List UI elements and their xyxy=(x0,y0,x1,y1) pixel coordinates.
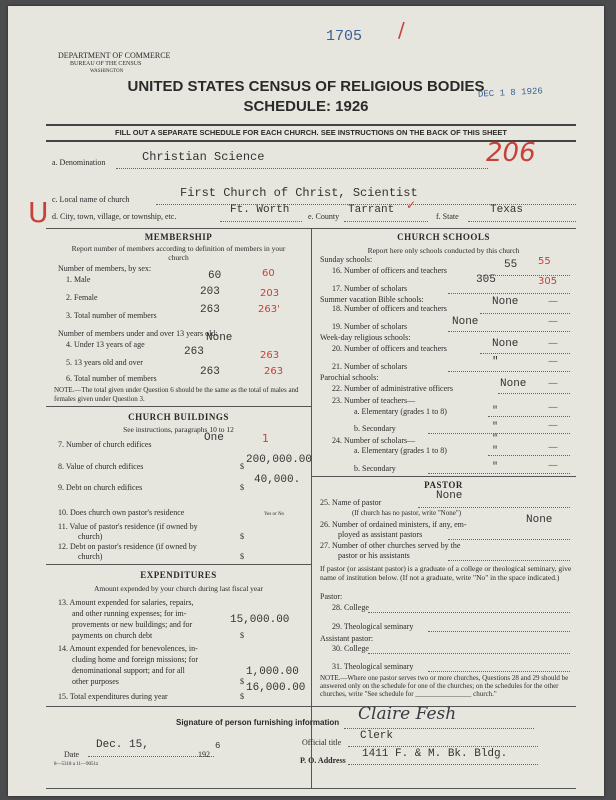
q15-label: 15. Total expenditures during year xyxy=(58,692,168,701)
local-name-value: First Church of Christ, Scientist xyxy=(180,186,418,200)
q16-hand: 55 xyxy=(538,256,551,267)
check-mark: ✓ xyxy=(406,198,417,212)
ditto-mark: " xyxy=(492,446,499,457)
dotted-line xyxy=(428,631,570,632)
sunday-label: Sunday schools: xyxy=(320,255,373,264)
q8-label: 8. Value of church edifices xyxy=(58,462,144,471)
q11-dollar: $ xyxy=(240,532,244,541)
dotted-line xyxy=(498,393,570,394)
male-hand: 60 xyxy=(262,268,275,279)
q11-label: 11. Value of pastor's residence (if owned by xyxy=(58,522,198,531)
date-label: Date xyxy=(64,750,80,759)
schools-subtitle: Report here only schools conducted by this church xyxy=(367,246,520,255)
dotted-line xyxy=(368,653,570,654)
hand-dash: — xyxy=(548,420,558,431)
dotted-line xyxy=(418,507,570,508)
college-note: If pastor (or assistant pastor) is a graduate of a college or theological seminary, give name of institution below. (If not a graduate, write "No" in the space indicated.) xyxy=(320,564,572,582)
q12-label-2: church) xyxy=(78,552,103,561)
column-divider xyxy=(311,228,312,788)
yes-no-note: Yes or No xyxy=(264,512,285,517)
ditto-mark: " xyxy=(492,422,499,433)
instructions: FILL OUT A SEPARATE SCHEDULE FOR EACH CHURCH. SEE INSTRUCTIONS ON THE BACK OF THIS SHEET xyxy=(115,128,507,137)
q30-label: 30. College xyxy=(332,644,369,653)
q15-dollar: $ xyxy=(240,692,244,701)
q25-note: (If church has no pastor, write "None") xyxy=(352,509,462,517)
male-label: 1. Male xyxy=(66,275,91,284)
county-value: Tarrant xyxy=(348,204,395,216)
q28-label: 28. College xyxy=(332,603,369,612)
year-prefix: 192 xyxy=(198,750,210,759)
q14-line-3: denominational support; and for all xyxy=(72,666,185,675)
dotted-line xyxy=(348,746,538,747)
q14-line-1: 14. Amount expended for benevolences, in- xyxy=(58,644,198,653)
denomination-label: a. Denomination xyxy=(52,158,106,167)
q25-label: 25. Name of pastor xyxy=(320,498,382,507)
total-age-value: 263 xyxy=(200,366,220,378)
by-age-label: Number of members under and over 13 years old: xyxy=(58,329,218,338)
q13-value: 15,000.00 xyxy=(230,614,290,626)
dotted-line xyxy=(428,473,570,474)
q9-label: 9. Debt on church edifices xyxy=(58,483,143,492)
ditto-mark: " xyxy=(492,462,499,473)
q23a-label: a. Elementary (grades 1 to 8) xyxy=(354,407,447,416)
dotted-line xyxy=(488,455,570,456)
hand-dash: — xyxy=(548,356,558,367)
dotted-line xyxy=(448,371,570,372)
hand-mark-u: U xyxy=(28,196,49,229)
q22-value: None xyxy=(500,378,527,390)
form-subtitle: SCHEDULE: 1926 xyxy=(243,98,369,115)
signature-label: Signature of person furnishing information xyxy=(176,718,340,727)
dotted-line xyxy=(480,275,570,276)
by-sex-label: Number of members, by sex: xyxy=(58,264,152,273)
official-title-value: Clerk xyxy=(360,730,394,742)
year-digit: 6 xyxy=(215,741,221,751)
q26-label-2: ployed as assistant pastors xyxy=(338,530,423,539)
q14-line-2: cluding home and foreign missions; for xyxy=(72,655,198,664)
date-value: Dec. 15, xyxy=(96,739,149,751)
q26-value: None xyxy=(526,514,553,526)
dotted-line xyxy=(88,756,214,757)
dotted-line xyxy=(448,293,570,294)
rule xyxy=(46,406,311,407)
female-label: 2. Female xyxy=(66,293,98,302)
buildings-subtitle: See instructions, paragraphs 10 to 12 xyxy=(123,425,234,434)
q16-value: 55 xyxy=(504,259,518,271)
q21-value: " xyxy=(492,356,499,368)
q14-line-4: other purposes xyxy=(72,677,119,686)
dotted-line xyxy=(488,416,570,417)
county-label: e. County xyxy=(308,212,340,221)
q13-line-3: provements or new buildings; and for xyxy=(72,620,193,629)
expenditures-title: EXPENDITURES xyxy=(140,570,217,580)
total-label: 3. Total number of members xyxy=(66,311,157,320)
dotted-line xyxy=(116,168,488,169)
q13-line-2: and other running expenses; for im- xyxy=(72,609,187,618)
total-age-label: 6. Total number of members xyxy=(66,374,157,383)
dotted-line xyxy=(220,221,302,222)
hand-dash: — xyxy=(548,296,558,307)
dotted-line xyxy=(428,671,570,672)
official-title-label: Official title xyxy=(302,738,342,747)
over13-hand: 263 xyxy=(260,350,280,361)
dotted-line xyxy=(468,221,576,222)
form-title: UNITED STATES CENSUS OF RELIGIOUS BODIES xyxy=(127,78,485,95)
q7-label: 7. Number of church edifices xyxy=(58,440,152,449)
dept-name: DEPARTMENT OF COMMERCE xyxy=(58,51,171,60)
q17-value: 305 xyxy=(476,274,496,286)
dotted-line xyxy=(344,221,428,222)
hand-dash: — xyxy=(548,442,558,453)
city-name: WASHINGTON xyxy=(90,69,124,74)
city-value: Ft. Worth xyxy=(230,204,290,216)
q24-label: 24. Number of scholars— xyxy=(332,436,416,445)
membership-intro: Report number of members according to definition of members in your church xyxy=(71,244,286,262)
city-label: d. City, town, village, or township, etc. xyxy=(52,212,177,221)
q20-value: None xyxy=(492,338,519,350)
q15-value: 16,000.00 xyxy=(246,682,306,694)
q19-value: None xyxy=(452,316,479,328)
under13-value: None xyxy=(206,332,233,344)
q7-hand: 1 xyxy=(262,432,269,445)
membership-title: MEMBERSHIP xyxy=(144,232,213,242)
membership-note: NOTE.—The total given under Question 6 should be the same as the total of males and females given under Question 3. xyxy=(54,386,299,403)
total-hand: 263' xyxy=(258,304,280,315)
rule xyxy=(46,564,311,565)
dotted-line xyxy=(368,612,570,613)
q18-value: None xyxy=(492,296,519,308)
q10-label: 10. Does church own pastor's residence xyxy=(58,508,185,517)
q25-value: None xyxy=(436,490,463,502)
summer-label: Summer vacation Bible schools: xyxy=(320,295,424,304)
po-address-value: 1411 F. & M. Bk. Bldg. xyxy=(362,748,508,760)
female-hand: 203 xyxy=(260,288,280,299)
dotted-line xyxy=(448,331,570,332)
po-address-label: P. O. Address xyxy=(300,756,346,765)
q13-line-1: 13. Amount expended for salaries, repairs, xyxy=(58,598,194,607)
q7-value: One xyxy=(204,432,224,444)
q31-label: 31. Theological seminary xyxy=(332,662,414,671)
q20-label: 20. Number of officers and teachers xyxy=(332,344,447,353)
rule xyxy=(46,788,576,789)
asst-pastor-sublabel: Assistant pastor: xyxy=(320,634,374,643)
male-value: 60 xyxy=(208,270,222,282)
q17-hand: 305 xyxy=(538,276,558,287)
q14-dollar: $ xyxy=(240,677,244,686)
q27-label: 27. Number of other churches served by the xyxy=(320,541,461,550)
q8-value: 200,000.00 xyxy=(246,454,313,466)
q9-dollar: $ xyxy=(240,483,244,492)
dotted-line xyxy=(480,353,570,354)
q12-dollar: $ xyxy=(240,552,244,561)
q8-dollar: $ xyxy=(240,462,244,471)
hand-dash: — xyxy=(548,338,558,349)
q21-label: 21. Number of scholars xyxy=(332,362,408,371)
hand-dash: — xyxy=(548,316,558,327)
q13-line-4: payments on church debt xyxy=(72,631,153,640)
dotted-line xyxy=(348,764,538,765)
q16-label: 16. Number of officers and teachers xyxy=(332,266,447,275)
q22-label: 22. Number of administrative officers xyxy=(332,384,453,393)
denomination-value: Christian Science xyxy=(142,150,265,164)
pastor-note: NOTE.—Where one pastor serves two or more churches, Questions 28 and 29 should be answered only on the schedule for one of the churches; on the schedules for the other churches, write "See schedule for ________________ church." xyxy=(320,674,569,698)
q29-label: 29. Theological seminary xyxy=(332,622,414,631)
dotted-line xyxy=(448,539,570,540)
total-age-hand: 263 xyxy=(264,366,284,377)
q12-label: 12. Debt on pastor's residence (if owned by xyxy=(58,542,197,551)
total-value: 263 xyxy=(200,304,220,316)
q27-label-2: pastor or his assistants xyxy=(338,551,410,560)
q23-label: 23. Number of teachers— xyxy=(332,396,416,405)
q9-value: 40,000. xyxy=(254,474,301,486)
parochial-label: Parochial schools: xyxy=(320,373,379,382)
q19-label: 19. Number of scholars xyxy=(332,322,408,331)
schools-title: CHURCH SCHOOLS xyxy=(397,232,490,242)
census-schedule-form xyxy=(8,6,604,796)
pastor-sublabel: Pastor: xyxy=(320,592,343,601)
female-value: 203 xyxy=(200,286,220,298)
ditto-mark: " xyxy=(492,434,499,445)
dotted-line xyxy=(480,313,570,314)
q23b-label: b. Secondary xyxy=(354,424,396,433)
q17-label: 17. Number of scholars xyxy=(332,284,408,293)
hand-dash: — xyxy=(548,460,558,471)
dotted-line xyxy=(344,728,534,729)
pastor-title: PASTOR xyxy=(424,480,463,490)
rule xyxy=(46,706,576,707)
q24b-label: b. Secondary xyxy=(354,464,396,473)
rule xyxy=(311,476,576,477)
date-stamp: DEC 1 8 1926 xyxy=(477,86,544,100)
under13-label: 4. Under 13 years of age xyxy=(66,340,145,349)
hand-dash: — xyxy=(548,402,558,413)
stamp-number: 1705 xyxy=(326,28,363,45)
ditto-mark: " xyxy=(492,406,499,417)
state-label: f. State xyxy=(436,212,459,221)
weekday-label: Week-day religious schools: xyxy=(320,333,411,342)
rule xyxy=(46,124,576,126)
hand-code: 206 xyxy=(486,138,536,168)
over13-label: 5. 13 years old and over xyxy=(66,358,143,367)
over13-value: 263 xyxy=(184,346,204,358)
q13-dollar: $ xyxy=(240,631,244,640)
form-number: 8—5318 a 11—9051z xyxy=(54,762,99,767)
bureau-name: BUREAU OF THE CENSUS xyxy=(70,61,142,67)
q18-label: 18. Number of officers and teachers xyxy=(332,304,447,313)
expenditures-subtitle: Amount expended by your church during last fiscal year xyxy=(93,584,264,593)
buildings-title: CHURCH BUILDINGS xyxy=(128,412,229,422)
local-name-label: c. Local name of church xyxy=(52,195,130,204)
q14-value: 1,000.00 xyxy=(246,666,299,678)
state-value: Texas xyxy=(490,204,524,216)
signature: Claire Fesh xyxy=(358,704,457,724)
check-mark: / xyxy=(398,18,405,42)
hand-dash: — xyxy=(548,378,558,389)
q26-label: 26. Number of ordained ministers, if any, em- xyxy=(320,520,467,529)
dotted-line xyxy=(448,560,570,561)
q11-label-2: church) xyxy=(78,532,103,541)
q24a-label: a. Elementary (grades 1 to 8) xyxy=(354,446,447,455)
dotted-line xyxy=(428,433,570,434)
